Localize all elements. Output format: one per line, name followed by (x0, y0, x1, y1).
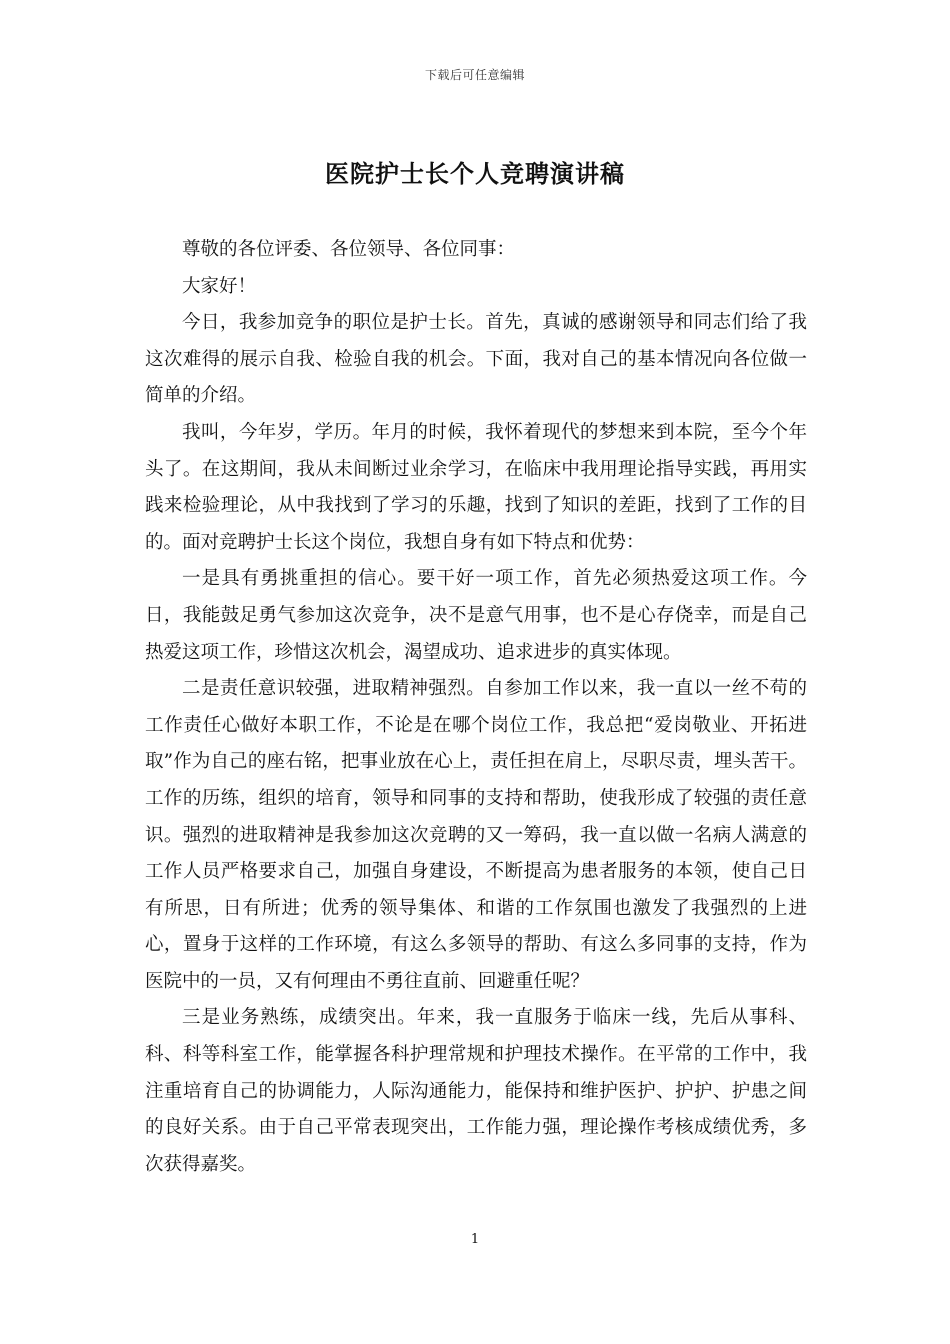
intro-paragraph: 今日，我参加竞争的职位是护士长。首先，真诚的感谢领导和同志们给了我这次难得的展示自我、检验自我的机会。下面，我对自己的基本情况向各位做一简单的介绍。 (145, 312, 807, 407)
document-title: 医院护士长个人竞聘演讲稿 (325, 159, 625, 188)
point-two-paragraph: 二是责任意识较强，进取精神强烈。自参加工作以来，我一直以一丝不苟的工作责任心做好本职工作，不论是在哪个岗位工作，我总把“爱岗敬业、开拓进取”作为自己的座右铭，把事业放在心上，责任担在肩上，尽职尽责，埋头苦干。工作的历练，组织的培育，领导和同事的支持和帮助，使我形成了较强的责任意识。强烈的进取精神是我参加这次竞聘的又一筹码，我一直以做一名病人满意的工作人员严格要求自己，加强自身建设，不断提高为患者服务的本领，使自己日有所思，日有所进；优秀的领导集体、和谐的工作氛围也激发了我强烈的上进心，置身于这样的工作环境，有这么多领导的帮助、有这么多同事的支持，作为医院中的一员，又有何理由不勇往直前、回避重任呢？ (145, 678, 807, 992)
page-number: 1 (470, 1232, 480, 1247)
point-three-paragraph: 三是业务熟练，成绩突出。年来，我一直服务于临床一线，先后从事科、科、科等科室工作，能掌握各科护理常规和护理技术操作。在平常的工作中，我注重培育自己的协调能力，人际沟通能力，能保持和维护医护、护护、护患之间的良好关系。由于自己平常表现突出，工作能力强，理论操作考核成绩优秀，多次获得嘉奖。 (145, 1007, 807, 1175)
document-body (145, 232, 807, 1183)
background-paragraph: 我叫，今年岁，学历。年月的时候，我怀着现代的梦想来到本院，至今个年头了。在这期间，我从未间断过业余学习，在临床中我用理论指导实践，再用实践来检验理论，从中我找到了学习的乐趣，找到了知识的差距，找到了工作的目的。面对竞聘护士长这个岗位，我想自身有如下特点和优势： (145, 421, 807, 553)
salutation-paragraph: 尊敬的各位评委、各位领导、各位同事： (182, 239, 516, 260)
point-one-paragraph: 一是具有勇挑重担的信心。要干好一项工作，首先必须热爱这项工作。今日，我能鼓足勇气参加这次竞争，决不是意气用事，也不是心存侥幸，而是自己热爱这项工作，珍惜这次机会，渴望成功、追求进步的真实体现。 (145, 568, 807, 663)
greeting-paragraph: 大家好！ (182, 275, 257, 297)
header-note: 下载后可任意编辑 (424, 68, 525, 82)
